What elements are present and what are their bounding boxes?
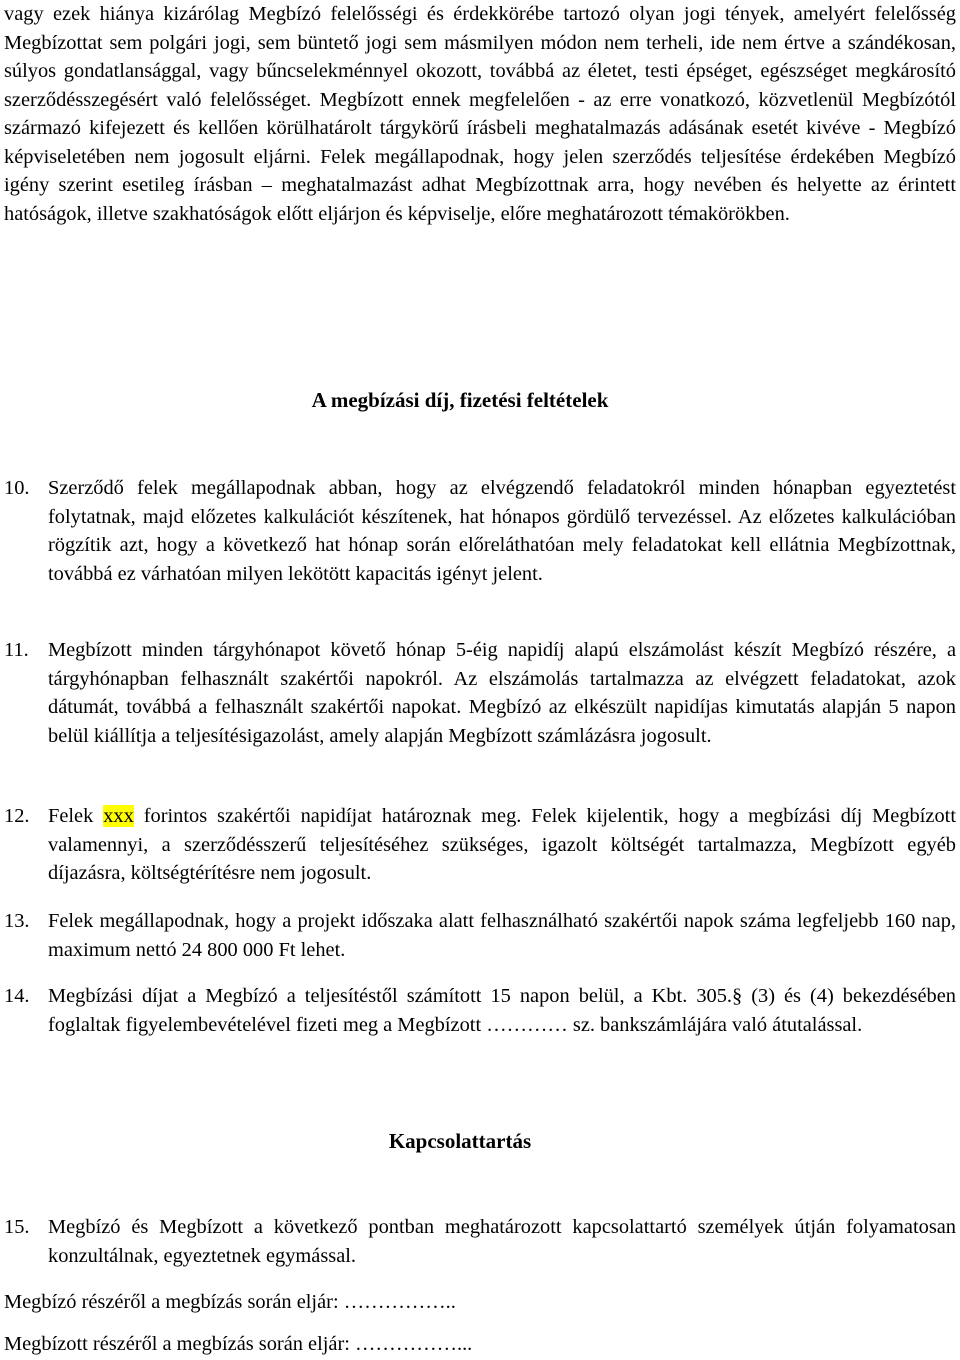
clause-text <box>48 802 956 888</box>
clause-text: Megbízó és Megbízott a következő pontban meghatározott kapcsolattartó személyek útján folyamatosan konzultálnak, egyeztetnek egymással. <box>48 1216 956 1267</box>
clause-number: 15. <box>4 1216 30 1238</box>
section-heading-fee: A megbízási díj, fizetési feltételek <box>311 388 609 412</box>
clause-11 <box>4 636 956 750</box>
contractor-contact-line: Megbízott részéről a megbízás során eljár: ……………... <box>4 1333 473 1355</box>
section-heading-contact: Kapcsolattartás <box>388 1129 532 1153</box>
clause-10 <box>4 474 956 588</box>
clause-number: 12. <box>4 805 30 827</box>
clause-number: 11. <box>4 639 29 661</box>
clause-13 <box>4 907 956 964</box>
clause-text: Felek megállapodnak, hogy a projekt időszaka alatt felhasználható szakértői napok száma legfeljebb 160 nap, maximum nettó 24 800 000 Ft lehet. <box>48 910 956 961</box>
clause-number: 14. <box>4 985 30 1007</box>
intro-paragraph: vagy ezek hiánya kizárólag Megbízó felelősségi és érdekkörébe tartozó olyan jogi tények, amelyért felelősség Megbízottat sem polgári jogi, sem büntető jogi sem másmilyen módon nem terheli, ide nem értve a szándékosan, súlyos gondatlansággal, vagy bűncselekménnyel okozott, továbbá az életet, testi épséget, egészséget megkárosító szerződésszegésért való felelősséget. Megbízott ennek megfelelően - az erre vonatkozó, közvetlenül Megbízótól származó kifejezett és kellően körülhatárolt tárgykörű írásbeli meghatalmazás adásának esetét kivéve - Megbízó képviseletében nem jogosult eljárni. Felek megállapodnak, hogy jelen szerződés teljesítése érdekében Megbízó igény szerint esetileg írásban – meghatalmazást adhat Megbízottnak arra, hogy nevében és helyette az érintett hatóságok, illetve szakhatóságok előtt eljárjon és képviselje, előre meghatározott témakörökben. <box>4 3 956 225</box>
clause-text: Megbízott minden tárgyhónapot követő hónap 5-éig napidíj alapú elszámolást készít Megbízó részére, a tárgyhónapban felhasznált szakértői napokról. Az elszámolás tartalmazza az elvégzett feladatokat, azok dátumát, továbbá a felhasznált szakértői napokat. Megbízó az elkészült napidíjas kimutatás alapján 5 napon belül kiállítja a teljesítésigazolást, amely alapján Megbízott számlázásra jogosult. <box>48 639 956 747</box>
clause-number: 13. <box>4 910 30 932</box>
clause-text: Szerződő felek megállapodnak abban, hogy az elvégzendő feladatokról minden hónapban egyeztetést folytatnak, majd előzetes kalkulációt készítenek, hat hónapos gördülő tervezéssel. Az előzetes kalkulációban rögzítik azt, hogy a következő hat hónap során előreláthatóan mely feladatokat kell ellátnia Megbízottnak, továbbá ez várhatóan milyen lekötött kapacitás igényt jelent. <box>48 477 956 585</box>
clause-14 <box>4 982 956 1039</box>
highlighted-placeholder: xxx <box>103 805 134 827</box>
clause-12 <box>4 802 956 888</box>
clause-text-before: Felek <box>48 805 104 827</box>
clause-number: 10. <box>4 477 30 499</box>
clause-text: Megbízási díjat a Megbízó a teljesítéstől számított 15 napon belül, a Kbt. 305.§ (3) és (4) bekezdésében foglaltak figyelembevételével fizeti meg a Megbízott ………… sz. bankszámlájára való átutalással. <box>48 985 956 1036</box>
clause-15 <box>4 1213 956 1270</box>
clause-text-after: forintos szakértői napidíjat határoznak meg. Felek kijelentik, hogy a megbízási díj Megbízott valamennyi, a szerződésszerű teljesítéséhez szükséges, igazolt költségét tartalmazza, Megbízott egyéb díjazásra, költségtérítésre nem jogosult. <box>48 805 956 884</box>
client-contact-line: Megbízó részéről a megbízás során eljár: …………….. <box>4 1291 456 1313</box>
